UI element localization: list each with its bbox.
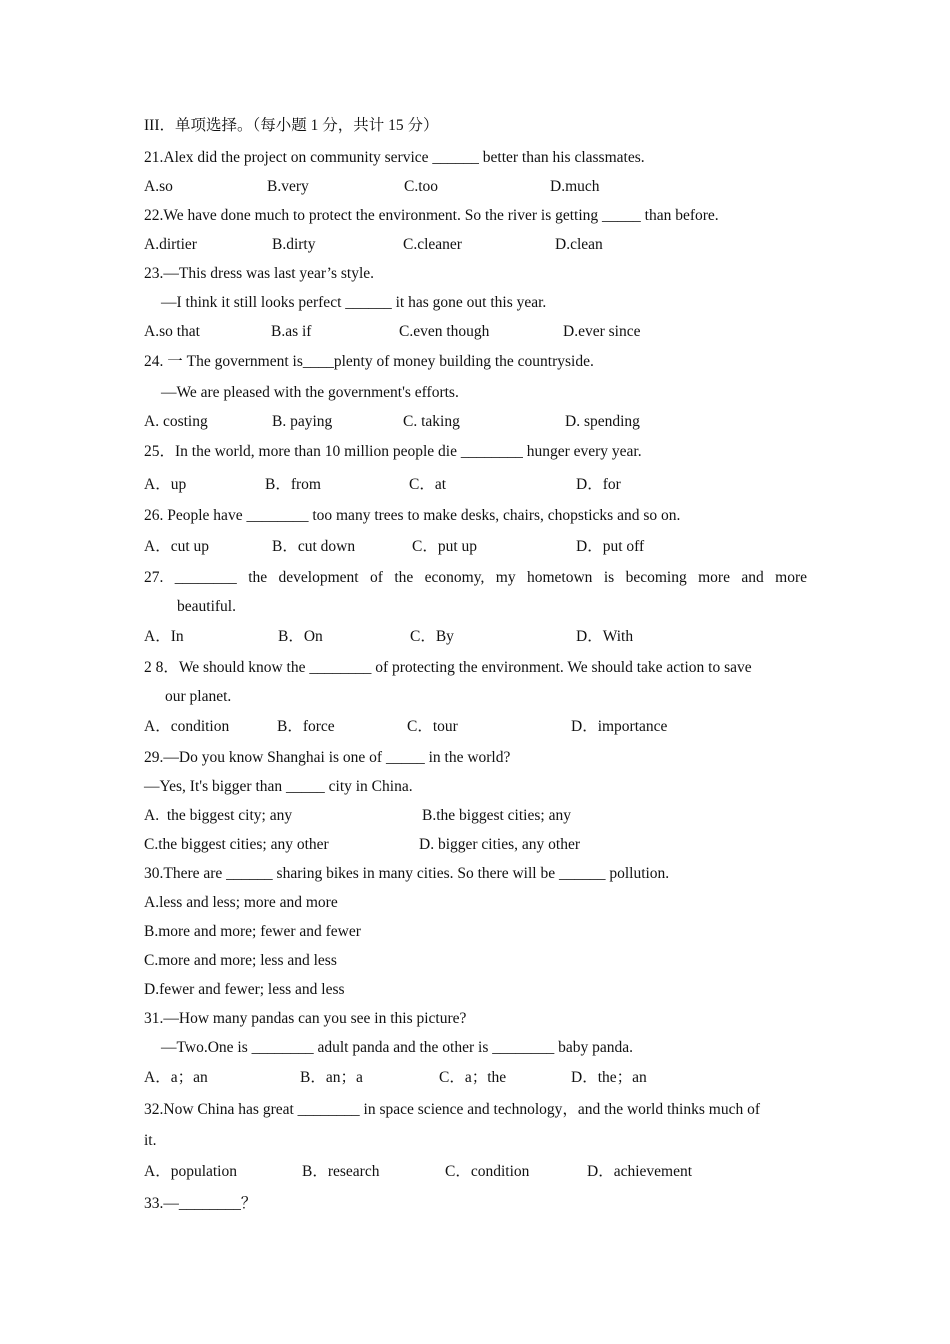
question-29-option-a: A. the biggest city; any [144, 807, 293, 824]
question-30-option-c: C.more and more; less and less [144, 952, 337, 969]
question-27-stem: 27. ________ the development of the economy, my hometown is becoming more and more [144, 569, 807, 586]
question-31-stem: 31.—How many pandas can you see in this picture? [144, 1010, 467, 1027]
question-28-stem-continued: our planet. [165, 688, 232, 705]
question-21-option-a: A.so [144, 178, 173, 195]
question-24-option-a: A. costing [144, 413, 208, 430]
question-24-option-d: D. spending [565, 413, 640, 430]
question-28-stem: 2 8．We should know the ________ of protecting the environment. We should take action to save [144, 659, 752, 676]
question-25-option-c: C．at [409, 476, 447, 493]
question-26-option-d: D．put off [576, 538, 645, 555]
question-32-stem-continued: it. [144, 1132, 157, 1149]
question-32-option-d: D．achievement [587, 1163, 693, 1180]
question-26-option-a: A．cut up [144, 538, 210, 555]
question-28-option-a: A．condition [144, 718, 230, 735]
question-22-option-b: B.dirty [272, 236, 316, 253]
question-30-option-b: B.more and more; fewer and fewer [144, 923, 361, 940]
question-31-option-c: C．a；the [439, 1069, 507, 1086]
question-28-option-c: C．tour [407, 718, 458, 735]
question-21-option-b: B.very [267, 178, 309, 195]
question-25-option-a: A．up [144, 476, 187, 493]
question-30-stem: 30.There are ______ sharing bikes in many cities. So there will be ______ pollution. [144, 865, 670, 882]
question-28-option-b: B．force [277, 718, 335, 735]
question-30-option-d: D.fewer and fewer; less and less [144, 981, 345, 998]
question-32-option-a: A．population [144, 1163, 237, 1180]
question-22-option-d: D.clean [555, 236, 603, 253]
question-32-option-c: C．condition [445, 1163, 530, 1180]
question-26-option-b: B．cut down [272, 538, 356, 555]
question-32-stem: 32.Now China has great ________ in space science and technology，and the world thinks much of [144, 1101, 760, 1118]
section-title: III．单项选择。（每小题 1 分，共计 15 分） [144, 117, 439, 134]
question-23-option-a: A.so that [144, 323, 200, 340]
question-31-reply: —Two.One is ________ adult panda and the other is ________ baby panda. [161, 1039, 634, 1056]
question-29-reply: —Yes, It's bigger than _____ city in China. [144, 778, 413, 795]
question-24-option-c: C. taking [403, 413, 460, 430]
question-25-stem: 25．In the world, more than 10 million people die ________ hunger every year. [144, 443, 642, 460]
question-24-option-b: B. paying [272, 413, 333, 430]
question-32-option-b: B．research [302, 1163, 380, 1180]
question-23-option-c: C.even though [399, 323, 490, 340]
question-33-stem: 33.—________？ [144, 1195, 257, 1212]
question-25-option-d: D．for [576, 476, 621, 493]
question-23-stem: 23.—This dress was last year’s style. [144, 265, 375, 282]
question-23-option-d: D.ever since [563, 323, 641, 340]
question-27-stem-continued: beautiful. [177, 598, 236, 615]
question-25-option-b: B．from [265, 476, 321, 493]
question-22-stem: 22.We have done much to protect the environment. So the river is getting _____ than before. [144, 207, 719, 224]
question-24-reply: —We are pleased with the government's efforts. [161, 384, 459, 401]
question-29-option-b: B.the biggest cities; any [422, 807, 571, 824]
question-23-option-b: B.as if [271, 323, 312, 340]
question-26-option-c: C．put up [412, 538, 478, 555]
question-29-stem: 29.—Do you know Shanghai is one of _____ in the world? [144, 749, 511, 766]
question-26-stem: 26. People have ________ too many trees to make desks, chairs, chopsticks and so on. [144, 507, 681, 524]
question-27-option-c: C．By [410, 628, 454, 645]
question-30-option-a: A.less and less; more and more [144, 894, 338, 911]
question-22-option-c: C.cleaner [403, 236, 462, 253]
question-23-reply: —I think it still looks perfect ______ it has gone out this year. [161, 294, 547, 311]
question-22-option-a: A.dirtier [144, 236, 197, 253]
question-28-option-d: D．importance [571, 718, 668, 735]
question-31-option-a: A．a；an [144, 1069, 208, 1086]
question-27-option-d: D．With [576, 628, 634, 645]
question-31-option-d: D．the；an [571, 1069, 647, 1086]
question-21-option-d: D.much [550, 178, 600, 195]
question-21-stem: 21.Alex did the project on community service ______ better than his classmates. [144, 149, 645, 166]
question-29-option-c: C.the biggest cities; any other [144, 836, 329, 853]
question-24-stem: 24. 一 The government is____plenty of money building the countryside. [144, 353, 594, 370]
question-29-option-d: D. bigger cities, any other [419, 836, 580, 853]
question-31-option-b: B．an；a [300, 1069, 363, 1086]
question-21-option-c: C.too [404, 178, 439, 195]
question-27-option-b: B．On [278, 628, 323, 645]
question-27-option-a: A．In [144, 628, 184, 645]
